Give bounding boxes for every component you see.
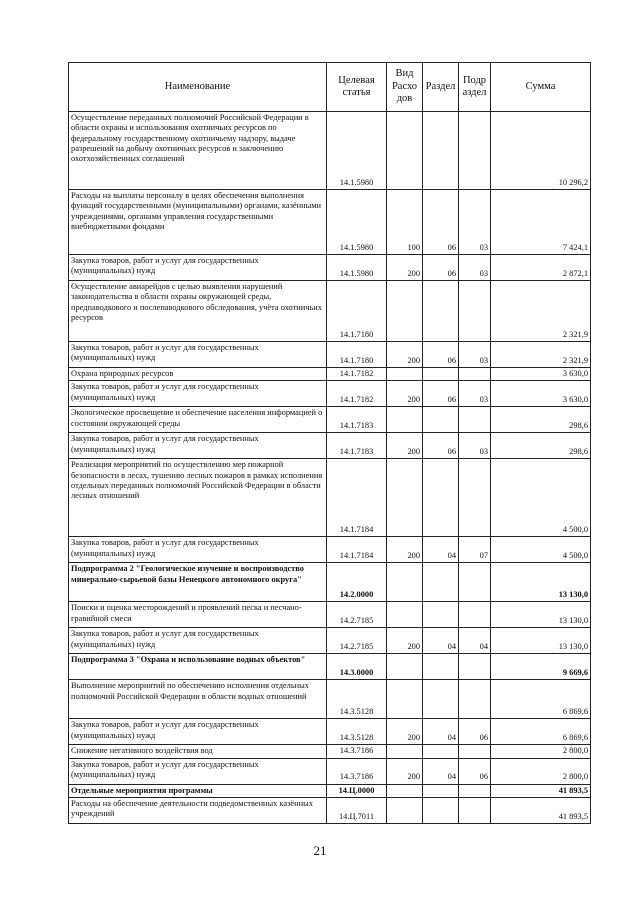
- table-row: [69, 368, 591, 381]
- row-name: Закупка товаров, работ и услуг для государственных (муниципальных) нужд: [69, 719, 327, 745]
- row-amount: 2 321,9: [491, 342, 591, 368]
- row-target: 14.Ц.0000: [327, 784, 387, 797]
- row-subsection: [459, 654, 491, 680]
- row-subsection: [459, 112, 491, 190]
- row-name: Реализация мероприятий по осуществлению мер пожарной безопасности в лесах, тушению лесных пожаров в рамках исполнения отдельных переданных полномочий Российской Федерации в области лесных отношений: [69, 459, 327, 537]
- row-amount: 3 630,0: [491, 368, 591, 381]
- table-row: [69, 680, 591, 719]
- row-amount: 13 130,0: [491, 628, 591, 654]
- row-target: 14.3.7186: [327, 745, 387, 758]
- row-expense-type: [387, 407, 423, 433]
- table-body: [69, 112, 591, 824]
- table-row: [69, 563, 591, 602]
- row-section: [423, 680, 459, 719]
- row-expense-type: 100: [387, 190, 423, 255]
- row-name: Осуществление переданных полномочий Российской Федерации в области охраны и использования охотничьих ресурсов по федеральному государственному охотничьему надзору, выдаче разрешений на добычу охотничьих ресурсов и заключению охотхозяйственных соглашений: [69, 112, 327, 190]
- row-target: 14.3.5128: [327, 719, 387, 745]
- row-subsection: [459, 745, 491, 758]
- row-amount: 2 321,9: [491, 281, 591, 342]
- row-section: 04: [423, 758, 459, 784]
- row-expense-type: 200: [387, 537, 423, 563]
- row-name: Расходы на выплаты персоналу в целях обеспечения выполнения функций государственными (муниципальными) органами, казёнными учреждениями, органами управления государственными внебюджетными фондами: [69, 190, 327, 255]
- table-row: [69, 433, 591, 459]
- row-section: [423, 745, 459, 758]
- row-expense-type: 200: [387, 255, 423, 281]
- row-target: 14.3.5128: [327, 680, 387, 719]
- table-row: [69, 628, 591, 654]
- row-name: Выполнение мероприятий по обеспечению исполнения отдельных полномочий Российской Федерации в области водных отношений: [69, 680, 327, 719]
- row-expense-type: 200: [387, 381, 423, 407]
- table-row: [69, 537, 591, 563]
- row-section: 06: [423, 381, 459, 407]
- row-expense-type: 200: [387, 342, 423, 368]
- row-subsection: 03: [459, 381, 491, 407]
- row-expense-type: [387, 368, 423, 381]
- row-section: [423, 368, 459, 381]
- row-target: 14.1.5980: [327, 112, 387, 190]
- row-name: Осуществление авиарейдов с целью выявления нарушений законодательства в области охраны окружающей среды, предпаводкового и послепаводкового обследования, учёта охотничьих ресурсов: [69, 281, 327, 342]
- row-expense-type: [387, 654, 423, 680]
- table-row: [69, 255, 591, 281]
- row-section: 04: [423, 628, 459, 654]
- row-name: Закупка товаров, работ и услуг для государственных (муниципальных) нужд: [69, 628, 327, 654]
- header-amount: Сумма: [491, 63, 591, 112]
- row-target: 14.2.7185: [327, 602, 387, 628]
- row-target: 14.1.7180: [327, 342, 387, 368]
- row-target: 14.1.7182: [327, 381, 387, 407]
- row-amount: 3 630,0: [491, 381, 591, 407]
- row-name: Закупка товаров, работ и услуг для государственных (муниципальных) нужд: [69, 433, 327, 459]
- header-row: [69, 63, 591, 112]
- row-section: [423, 602, 459, 628]
- row-amount: 2 872,1: [491, 255, 591, 281]
- row-subsection: [459, 680, 491, 719]
- row-subsection: [459, 602, 491, 628]
- row-section: [423, 112, 459, 190]
- row-subsection: 03: [459, 255, 491, 281]
- row-amount: 7 424,1: [491, 190, 591, 255]
- header-expense-type: Вид Расхо дов: [387, 63, 423, 112]
- row-target: 14.1.5980: [327, 190, 387, 255]
- page-number: 21: [313, 843, 327, 858]
- row-subsection: 03: [459, 342, 491, 368]
- header-target: Целевая статья: [327, 63, 387, 112]
- row-section: [423, 654, 459, 680]
- row-target: 14.1.7184: [327, 537, 387, 563]
- row-target: 14.1.5980: [327, 255, 387, 281]
- table-row: [69, 459, 591, 537]
- row-subsection: 04: [459, 628, 491, 654]
- row-subsection: [459, 784, 491, 797]
- row-name: Закупка товаров, работ и услуг для государственных (муниципальных) нужд: [69, 758, 327, 784]
- table-row: [69, 281, 591, 342]
- row-name: Подпрограмма 3 "Охрана и использование водных объектов": [69, 654, 327, 680]
- row-amount: 13 130,0: [491, 602, 591, 628]
- row-target: 14.1.7183: [327, 433, 387, 459]
- row-expense-type: [387, 680, 423, 719]
- row-name: Охрана природных ресурсов: [69, 368, 327, 381]
- row-subsection: 03: [459, 433, 491, 459]
- row-section: 06: [423, 433, 459, 459]
- row-subsection: 06: [459, 758, 491, 784]
- row-expense-type: [387, 112, 423, 190]
- row-target: 14.2.7185: [327, 628, 387, 654]
- row-subsection: 06: [459, 719, 491, 745]
- row-amount: 2 800,0: [491, 745, 591, 758]
- table-row: [69, 602, 591, 628]
- table-row: [69, 654, 591, 680]
- row-name: Снижение негативного воздействия вод: [69, 745, 327, 758]
- row-name: Поиски и оценка месторождений и проявлений песка и песчано-гравийной смеси: [69, 602, 327, 628]
- row-target: 14.Ц.7011: [327, 797, 387, 823]
- row-target: 14.3.7186: [327, 758, 387, 784]
- row-name: Экологическое просвещение и обеспечение населения информацией о состоянии окружающей среды: [69, 407, 327, 433]
- row-target: 14.1.7183: [327, 407, 387, 433]
- row-name: Отдельные мероприятия программы: [69, 784, 327, 797]
- row-subsection: [459, 563, 491, 602]
- row-subsection: [459, 459, 491, 537]
- row-expense-type: [387, 563, 423, 602]
- row-section: [423, 281, 459, 342]
- row-section: [423, 407, 459, 433]
- row-expense-type: [387, 602, 423, 628]
- row-name: Расходы на обеспечение деятельности подведомственных казённых учреждений: [69, 797, 327, 823]
- row-target: 14.3.0000: [327, 654, 387, 680]
- row-subsection: [459, 797, 491, 823]
- table-row: [69, 719, 591, 745]
- row-subsection: [459, 407, 491, 433]
- row-section: 06: [423, 255, 459, 281]
- row-target: 14.1.7180: [327, 281, 387, 342]
- row-expense-type: 200: [387, 758, 423, 784]
- table-row: [69, 797, 591, 823]
- row-amount: 41 893,5: [491, 784, 591, 797]
- row-name: Закупка товаров, работ и услуг для государственных (муниципальных) нужд: [69, 255, 327, 281]
- table-row: [69, 784, 591, 797]
- row-name: Закупка товаров, работ и услуг для государственных (муниципальных) нужд: [69, 342, 327, 368]
- row-expense-type: [387, 745, 423, 758]
- row-amount: 4 500,0: [491, 459, 591, 537]
- row-target: 14.2.0000: [327, 563, 387, 602]
- row-target: 14.1.7182: [327, 368, 387, 381]
- table-row: [69, 745, 591, 758]
- table-row: [69, 407, 591, 433]
- row-expense-type: [387, 459, 423, 537]
- row-amount: 4 500,0: [491, 537, 591, 563]
- row-section: [423, 797, 459, 823]
- table-row: [69, 190, 591, 255]
- table-row: [69, 112, 591, 190]
- row-amount: 10 296,2: [491, 112, 591, 190]
- row-name: Закупка товаров, работ и услуг для государственных (муниципальных) нужд: [69, 537, 327, 563]
- row-amount: 13 130,0: [491, 563, 591, 602]
- row-expense-type: 200: [387, 719, 423, 745]
- row-subsection: 03: [459, 190, 491, 255]
- row-amount: 298,6: [491, 433, 591, 459]
- header-subsection: Подр аздел: [459, 63, 491, 112]
- row-subsection: 07: [459, 537, 491, 563]
- row-amount: 6 869,6: [491, 680, 591, 719]
- row-subsection: [459, 281, 491, 342]
- row-section: 06: [423, 190, 459, 255]
- row-expense-type: 200: [387, 433, 423, 459]
- row-expense-type: [387, 784, 423, 797]
- header-name: Наименование: [69, 63, 327, 112]
- row-section: 04: [423, 719, 459, 745]
- row-target: 14.1.7184: [327, 459, 387, 537]
- row-amount: 298,6: [491, 407, 591, 433]
- row-section: [423, 563, 459, 602]
- budget-table: [68, 62, 591, 824]
- row-amount: 6 869,6: [491, 719, 591, 745]
- row-expense-type: [387, 797, 423, 823]
- row-subsection: [459, 368, 491, 381]
- row-amount: 9 669,6: [491, 654, 591, 680]
- row-name: Закупка товаров, работ и услуг для государственных (муниципальных) нужд: [69, 381, 327, 407]
- table-row: [69, 342, 591, 368]
- row-amount: 2 800,0: [491, 758, 591, 784]
- row-amount: 41 893,5: [491, 797, 591, 823]
- table-row: [69, 758, 591, 784]
- row-section: [423, 784, 459, 797]
- row-section: 06: [423, 342, 459, 368]
- row-expense-type: 200: [387, 628, 423, 654]
- row-section: 04: [423, 537, 459, 563]
- row-expense-type: [387, 281, 423, 342]
- row-section: [423, 459, 459, 537]
- row-name: Подпрограмма 2 "Геологическое изучение и воспроизводство минерально-сырьевой базы Ненецкого автономного округа": [69, 563, 327, 602]
- header-section: Раздел: [423, 63, 459, 112]
- table-row: [69, 381, 591, 407]
